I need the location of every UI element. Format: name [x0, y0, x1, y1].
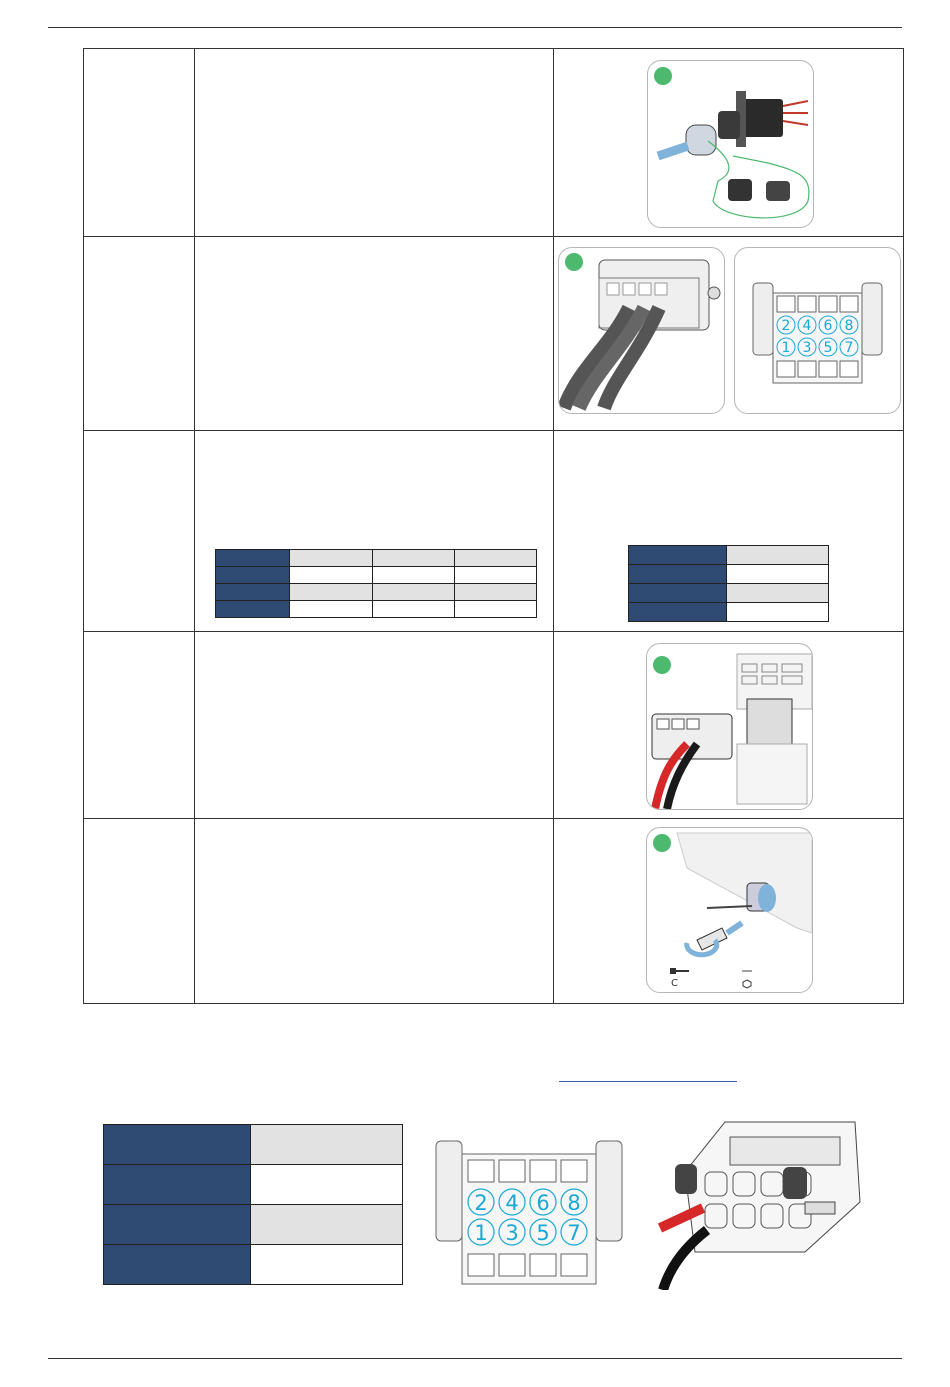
- step-1-number-cell: [84, 49, 195, 237]
- step-2-image-cell: [554, 237, 904, 431]
- step-row-5: [84, 819, 904, 1004]
- pin-label: 7: [567, 1221, 581, 1245]
- pin-label: 1: [474, 1221, 488, 1245]
- step-5-description-cell: [195, 819, 554, 1004]
- wires-into-terminal-illustration: [558, 247, 725, 414]
- pin-label: 8: [844, 318, 854, 334]
- step-1-description-cell: [195, 49, 554, 237]
- step-2-description-cell: [195, 237, 554, 431]
- pin-label: 3: [505, 1221, 519, 1245]
- header-rule: [48, 27, 902, 28]
- pin-label: 2: [474, 1191, 488, 1215]
- step-marker-dot: [565, 253, 583, 271]
- step-3-image-cell: [554, 431, 904, 632]
- screwdriver-icon: [670, 968, 689, 989]
- step-row-3: [84, 431, 904, 632]
- footer-rule: [48, 1358, 902, 1359]
- step-row-1: [84, 49, 904, 237]
- pin-label: 3: [802, 340, 812, 356]
- svg-text:C: C: [671, 978, 678, 989]
- step-4-description-cell: [195, 632, 554, 819]
- step-5-number-cell: [84, 819, 195, 1004]
- pin-label: 4: [505, 1191, 519, 1215]
- pin-label: 5: [536, 1221, 550, 1245]
- step-marker-dot: [653, 656, 671, 674]
- pin-label: 4: [802, 318, 812, 334]
- terminal-block-pinout-small: [734, 247, 901, 414]
- pin-label: 5: [823, 340, 833, 356]
- hyperlink-underline[interactable]: [559, 1081, 737, 1082]
- cable-gland-assembly-illustration: [647, 60, 814, 228]
- pin-function-table: [628, 545, 829, 622]
- step-1-image-cell: [554, 49, 904, 237]
- pin-label: 7: [844, 340, 854, 356]
- pin-label: 6: [536, 1191, 550, 1215]
- step-4-image-cell: [554, 632, 904, 819]
- plug-into-inverter-illustration: [646, 643, 813, 810]
- wire-assignment-table: [215, 549, 537, 618]
- step-row-2: [84, 237, 904, 431]
- step-2-number-cell: [84, 237, 195, 431]
- pin-definition-table: [103, 1124, 403, 1285]
- step-4-number-cell: [84, 632, 195, 819]
- step-marker-dot: [654, 67, 672, 85]
- installation-steps-table: [83, 48, 904, 1004]
- step-5-image-cell: [554, 819, 904, 1004]
- hex-nut-icon: [742, 971, 752, 988]
- connector-with-wires-illustration: [655, 1112, 877, 1290]
- step-marker-dot: [653, 834, 671, 852]
- pin-label: 2: [781, 318, 791, 334]
- tighten-gland-illustration: [646, 827, 813, 993]
- pin-label: 6: [823, 318, 833, 334]
- step-3-number-cell: [84, 431, 195, 632]
- terminal-block-pinout-large: [433, 1136, 625, 1288]
- pin-label: 1: [781, 340, 791, 356]
- step-row-4: [84, 632, 904, 819]
- step-3-description-cell: [195, 431, 554, 632]
- pin-label: 8: [567, 1191, 581, 1215]
